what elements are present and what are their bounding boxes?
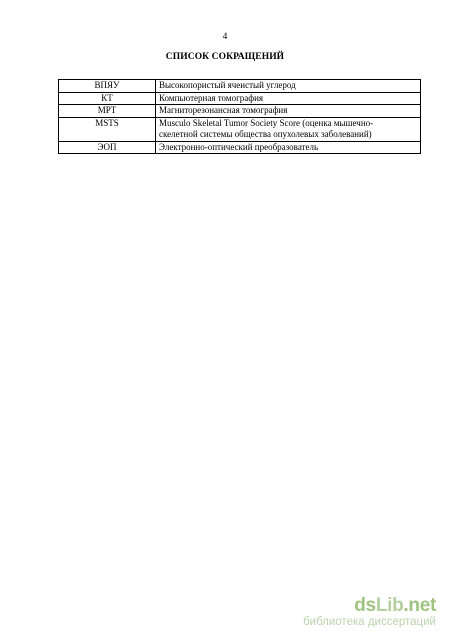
description-line: Musculo Skeletal Tumor Society Score (оценка мышечно- xyxy=(159,117,374,128)
watermark-logo-lib: Lib xyxy=(375,595,404,616)
abbreviations-table xyxy=(58,79,421,154)
watermark xyxy=(303,596,436,629)
description-cell xyxy=(156,117,421,141)
watermark-logo-net: .net xyxy=(403,595,436,616)
description-cell: Электронно-оптический преобразователь xyxy=(156,141,421,154)
abbreviation-cell: MSTS xyxy=(59,117,156,141)
page-number: 4 xyxy=(222,32,228,42)
watermark-tagline: библиотека диссертаций xyxy=(303,616,436,628)
watermark-logo-ds: ds xyxy=(354,595,376,616)
abbreviation-cell: ВПЯУ xyxy=(59,80,156,93)
watermark-logo xyxy=(303,596,436,616)
description-cell: Компьютерная томография xyxy=(156,92,421,105)
description-line: скелетной системы общества опухолевых заболеваний) xyxy=(159,129,372,139)
table-row xyxy=(59,92,421,105)
description-cell: Высокопористый ячеистый углерод xyxy=(156,80,421,93)
abbreviation-cell: МРТ xyxy=(59,105,156,118)
page-title: СПИСОК СОКРАЩЕНИЙ xyxy=(165,52,285,62)
table-row xyxy=(59,141,421,154)
abbreviation-cell: ЭОП xyxy=(59,141,156,154)
table-row xyxy=(59,117,421,141)
abbreviation-cell: КТ xyxy=(59,92,156,105)
table-row xyxy=(59,105,421,118)
description-cell: Магниторезонансная томография xyxy=(156,105,421,118)
table-row xyxy=(59,80,421,93)
